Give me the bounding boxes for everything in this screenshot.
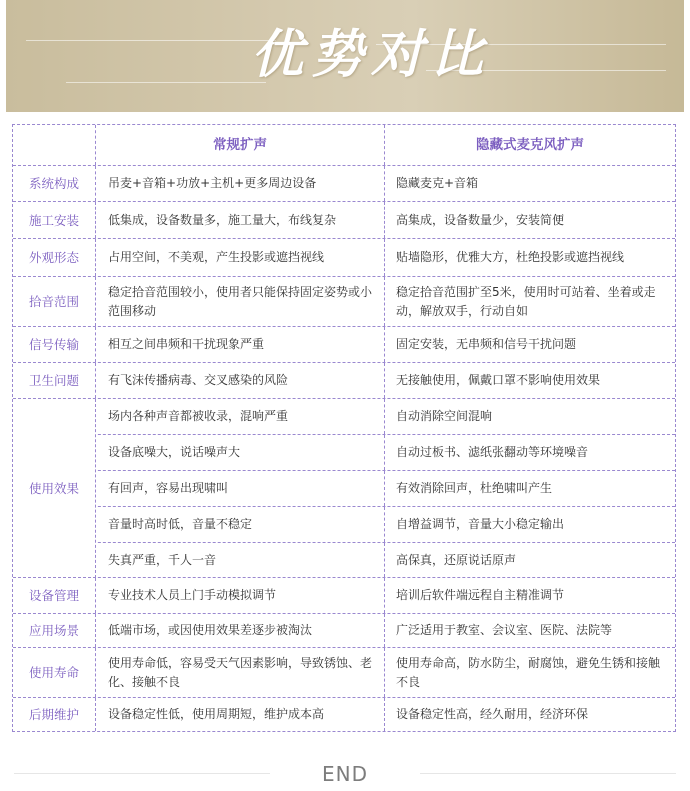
effect-group-label: 使用效果 xyxy=(13,399,96,578)
conventional-cell: 专业技术人员上门手动模拟调节 xyxy=(96,578,385,613)
conventional-cell: 失真严重，千人一音 xyxy=(96,543,385,577)
header-hidden-mic: 隐藏式麦克风扩声 xyxy=(476,136,584,153)
row-label: 设备管理 xyxy=(13,578,96,613)
conventional-cell: 吊麦+音箱+功放+主机+更多周边设备 xyxy=(96,166,385,201)
row-label: 拾音范围 xyxy=(13,277,96,326)
header-conventional: 常规扩声 xyxy=(96,125,385,165)
conventional-cell: 有飞沫传播病毒、交叉感染的风险 xyxy=(96,363,385,398)
header-empty-cell xyxy=(13,125,96,165)
table-row xyxy=(13,648,675,698)
table-row xyxy=(13,239,675,277)
effect-sub-row xyxy=(13,399,675,435)
conventional-cell: 音量时高时低，音量不稳定 xyxy=(96,507,385,542)
conventional-cell: 占用空间，不美观，产生投影或遮挡视线 xyxy=(96,239,385,276)
hidden-mic-cell: 广泛适用于教室、会议室、医院、法院等 xyxy=(396,623,613,637)
hidden-mic-cell: 贴墙隐形，优雅大方，杜绝投影或遮挡视线 xyxy=(396,250,625,264)
hidden-mic-cell: 自动消除空间混响 xyxy=(396,409,493,423)
row-label: 外观形态 xyxy=(13,239,96,276)
hidden-mic-cell: 自动过板书、滤纸张翻动等环境噪音 xyxy=(396,445,589,459)
row-label: 系统构成 xyxy=(13,166,96,201)
hidden-mic-cell: 高集成，设备数量少，安装简便 xyxy=(396,212,565,227)
table-header-row xyxy=(13,125,675,166)
conventional-cell: 设备稳定性低，使用周期短，维护成本高 xyxy=(96,698,385,731)
end-label: END xyxy=(322,762,368,786)
hidden-mic-cell: 无接触使用，佩戴口罩不影响使用效果 xyxy=(396,373,601,387)
effect-sub-row xyxy=(13,435,675,471)
title-banner xyxy=(6,0,684,112)
table-row xyxy=(13,327,675,363)
conventional-cell: 场内各种声音都被收录，混响严重 xyxy=(96,399,385,434)
row-label: 应用场景 xyxy=(13,614,96,647)
conventional-cell: 低端市场，或因使用效果差逐步被淘汰 xyxy=(96,614,385,647)
table-row xyxy=(13,614,675,648)
hidden-mic-cell: 自增益调节，音量大小稳定输出 xyxy=(396,517,565,531)
table-row xyxy=(13,363,675,399)
footer-divider-right xyxy=(420,773,676,774)
conventional-cell: 有回声，容易出现啸叫 xyxy=(96,471,385,506)
table-row xyxy=(13,698,675,731)
conventional-cell: 稳定拾音范围较小，使用者只能保持固定姿势或小范围移动 xyxy=(96,277,385,326)
hidden-mic-cell: 高保真，还原说话原声 xyxy=(396,552,517,567)
hidden-mic-cell: 有效消除回声，杜绝啸叫产生 xyxy=(396,481,553,495)
row-label: 信号传输 xyxy=(13,327,96,362)
effect-sub-row xyxy=(13,543,675,578)
hidden-mic-cell: 隐藏麦克+音箱 xyxy=(396,176,479,190)
effect-sub-row xyxy=(13,507,675,543)
conventional-cell: 相互之间串频和干扰现象严重 xyxy=(96,327,385,362)
effect-sub-row xyxy=(13,471,675,507)
hidden-mic-cell: 设备稳定性高，经久耐用，经济环保 xyxy=(396,707,589,721)
table-row xyxy=(13,166,675,202)
hidden-mic-cell: 使用寿命高，防水防尘，耐腐蚀，避免生锈和接触不良 xyxy=(396,655,661,689)
hidden-mic-cell: 培训后软件端远程自主精准调节 xyxy=(396,588,565,602)
hidden-mic-cell: 固定安装，无串频和信号干扰问题 xyxy=(396,337,577,351)
comparison-table xyxy=(12,124,676,732)
row-label: 施工安装 xyxy=(13,202,96,238)
hidden-mic-cell: 稳定拾音范围扩至5米，使用时可站着、坐着或走动，解放双手，行动自如 xyxy=(396,284,656,318)
row-label: 后期维护 xyxy=(13,698,96,731)
conventional-cell: 设备底噪大，说话噪声大 xyxy=(96,435,385,470)
conventional-cell: 使用寿命低，容易受天气因素影响，导致锈蚀、老化、接触不良 xyxy=(96,648,385,697)
table-row xyxy=(13,578,675,614)
row-label: 使用寿命 xyxy=(13,648,96,697)
conventional-cell: 低集成，设备数量多，施工量大，布线复杂 xyxy=(96,202,385,238)
page-title: 优势对比 xyxy=(251,24,492,85)
row-label: 卫生问题 xyxy=(13,363,96,398)
footer-divider-left xyxy=(14,773,270,774)
table-row xyxy=(13,202,675,239)
table-row xyxy=(13,277,675,327)
